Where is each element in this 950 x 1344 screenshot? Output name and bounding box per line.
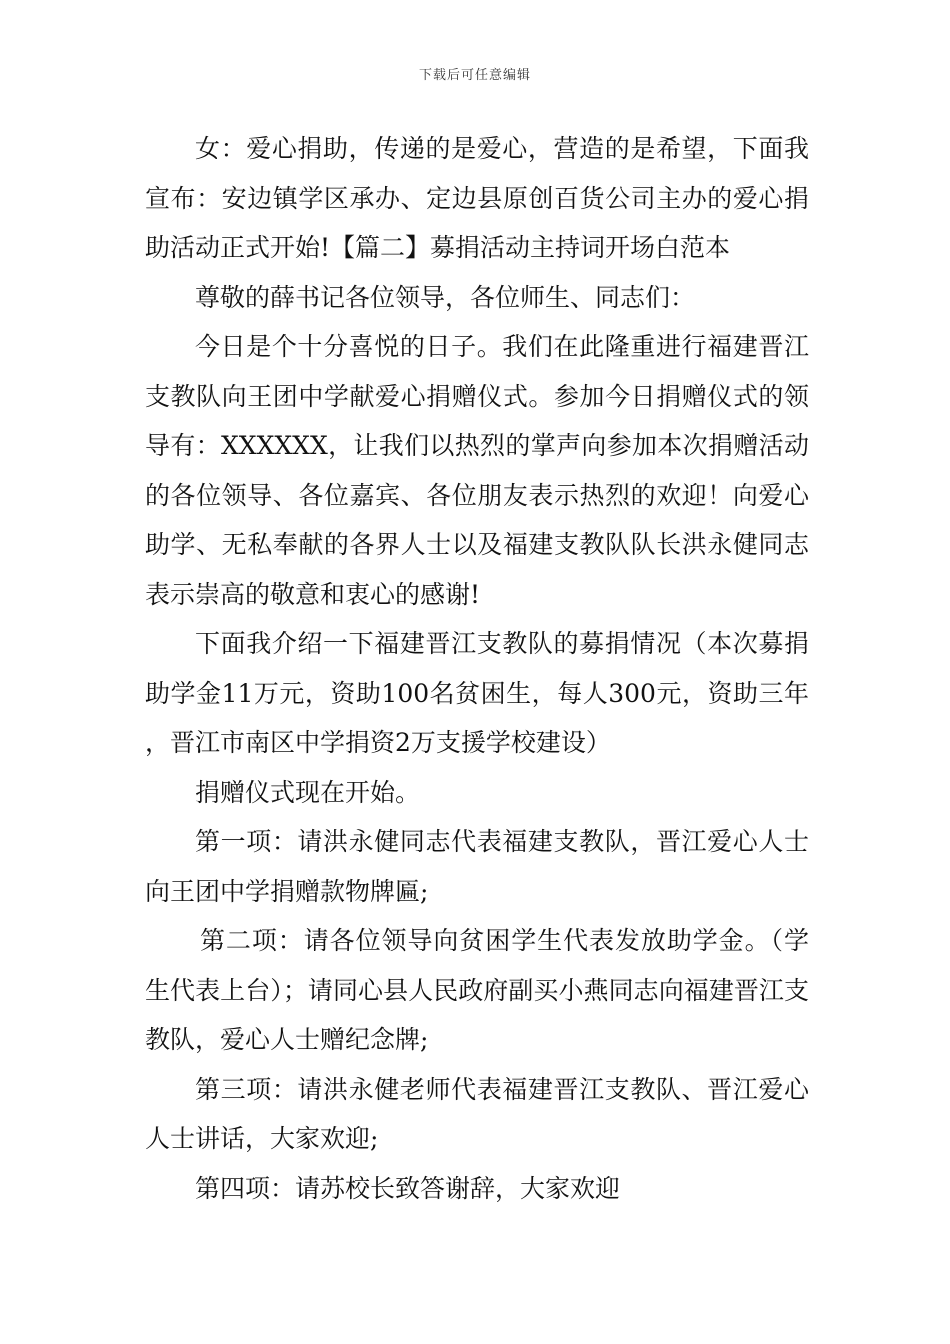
document-body xyxy=(145,124,809,1213)
paragraph-announcement: 女：爱心捐助，传递的是爱心，营造的是希望，下面我宣布：安边镇学区承办、定边县原创百货公司主办的爱心捐助活动正式开始!【篇二】募捐活动主持词开场白范本 xyxy=(145,134,809,262)
paragraph-item-three: 第三项：请洪永健老师代表福建晋江支教队、晋江爱心人士讲话，大家欢迎; xyxy=(145,1074,809,1153)
page-header-note: 下载后可任意编辑 xyxy=(418,68,531,83)
paragraph-item-four: 第四项：请苏校长致答谢辞，大家欢迎 xyxy=(195,1173,621,1203)
paragraph-greeting: 尊敬的薛书记各位领导，各位师生、同志们： xyxy=(195,282,696,312)
paragraph-item-two: 第二项：请各位领导向贫困学生代表发放助学金。（学生代表上台）；请同心县人民政府副买小燕同志向福建晋江支教队，爱心人士赠纪念牌; xyxy=(145,926,809,1054)
paragraph-item-one: 第一项：请洪永健同志代表福建支教队，晋江爱心人士向王团中学捐赠款物牌匾; xyxy=(145,827,809,906)
paragraph-introduction: 今日是个十分喜悦的日子。我们在此隆重进行福建晋江支教队向王团中学献爱心捐赠仪式。参加今日捐赠仪式的领导有：XXXXXX，让我们以热烈的掌声向参加本次捐赠活动的各位领导、各位嘉宾、各位朋友表示热烈的欢迎！向爱心助学、无私奉献的各界人士以及福建支教队队长洪永健同志表示崇高的敬意和衷心的感谢! xyxy=(145,332,809,609)
paragraph-donation-details: 下面我介绍一下福建晋江支教队的募捐情况（本次募捐助学金11万元，资助100名贫困生，每人300元，资助三年，晋江市南区中学捐资2万支援学校建设） xyxy=(145,629,809,757)
paragraph-ceremony-start: 捐赠仪式现在开始。 xyxy=(195,777,421,807)
